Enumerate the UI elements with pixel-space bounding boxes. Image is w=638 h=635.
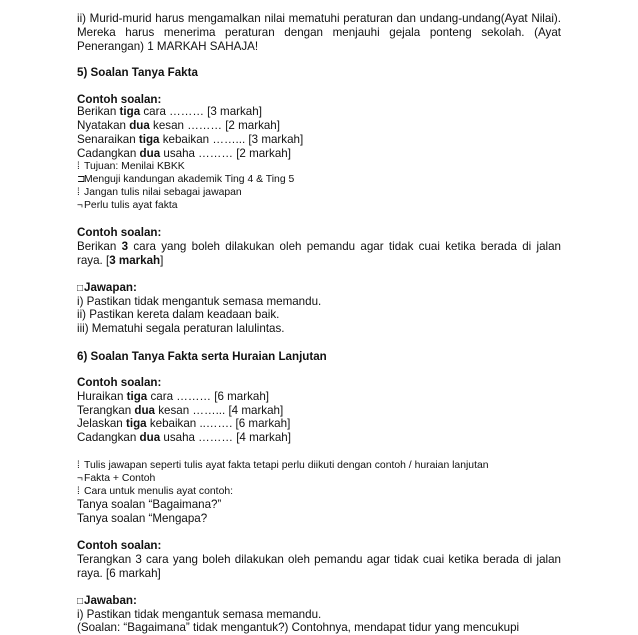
intro-line-2: Nilai). Mereka harus menerima peraturan dengan menjauhi gejala ponteng sekolah. (Ayat <box>77 12 561 39</box>
bullet-icon: ⁞ <box>77 460 80 471</box>
checkbox-icon: □ <box>77 596 84 607</box>
section-5-note-2: ⊐Menguji kandungan akademik Ting 4 & Ting 5 <box>77 174 295 185</box>
section-5-note-3: ⁞ Jangan tulis nilai sebagai jawapan <box>77 187 242 198</box>
intro-paragraph <box>77 12 561 54</box>
section-6-note-3: ⁞ Cara untuk menulis ayat contoh: <box>77 486 234 497</box>
section-6-sample-line-1: Tanya soalan “Bagaimana?” <box>77 498 222 511</box>
bullet-icon: ⁞ <box>77 161 80 172</box>
section-5-contoh2-label: Contoh soalan: <box>77 226 162 239</box>
intro-line-1: ii) Murid-murid harus mengamalkan nilai mematuhi peraturan dan undang-undang(Ayat <box>77 12 528 25</box>
section-6-contoh2-label: Contoh soalan: <box>77 539 162 552</box>
section-6-note-2: ¬Fakta + Contoh <box>77 473 156 484</box>
section-6-heading: 6) Soalan Tanya Fakta serta Huraian Lanjutan <box>77 350 327 363</box>
section-5-note-4: ¬Perlu tulis ayat fakta <box>77 200 178 211</box>
section-6-answer-2-partial: (Soalan: “Bagaimana” tidak mengantuk?) Contohnya, mendapat tidur yang mencukupi <box>77 621 520 634</box>
bullet-icon: ¬ <box>77 200 83 211</box>
bullet-icon: ⊐ <box>77 174 86 185</box>
section-5-contoh-label: Contoh soalan: <box>77 93 162 106</box>
section-5-answer-1: i) Pastikan tidak mengantuk semasa memandu. <box>77 295 322 308</box>
bullet-icon: ¬ <box>77 473 83 484</box>
section-5-answer-label: □Jawapan: <box>77 281 137 294</box>
bullet-icon: ⁞ <box>77 486 80 497</box>
section-6-answer-1: i) Pastikan tidak mengantuk semasa memandu. <box>77 608 322 621</box>
section-5-example-1: Berikan tiga cara ……… [3 markah] <box>77 105 262 118</box>
section-5-answer-2: ii) Pastikan kereta dalam keadaan baik. <box>77 308 280 321</box>
section-6-example-3: Jelaskan tiga kebaikan ..……. [6 markah] <box>77 417 291 430</box>
section-6-note-1: ⁞ Tulis jawapan seperti tulis ayat fakta tetapi perlu diikuti dengan contoh / huraian lanjutan <box>77 460 489 471</box>
section-5-answer-3: iii) Mematuhi segala peraturan lalulintas. <box>77 322 285 335</box>
intro-line-3: Penerangan) 1 MARKAH SAHAJA! <box>77 40 259 53</box>
checkbox-icon: □ <box>77 283 84 294</box>
section-5-example-4: Cadangkan dua usaha ……… [2 markah] <box>77 147 291 160</box>
section-5-heading: 5) Soalan Tanya Fakta <box>77 66 198 79</box>
section-5-example-2: Nyatakan dua kesan ……… [2 markah] <box>77 119 280 132</box>
section-6-sample-line-2: Tanya soalan “Mengapa? <box>77 512 208 525</box>
section-5-question: Berikan 3 cara yang boleh dilakukan oleh pemandu agar tidak cuai ketika berada di jalan raya. [3 markah] <box>77 240 562 267</box>
section-6-example-1: Huraikan tiga cara ……… [6 markah] <box>77 390 270 403</box>
section-5-note-1: ⁞ Tujuan: Menilai KBKK <box>77 161 185 172</box>
section-6-example-2: Terangkan dua kesan ……... [4 markah] <box>77 404 284 417</box>
bullet-icon: ⁞ <box>77 187 80 198</box>
section-6-answer-label: □Jawaban: <box>77 594 137 607</box>
section-6-contoh-label: Contoh soalan: <box>77 376 162 389</box>
section-5-example-3: Senaraikan tiga kebaikan ……... [3 markah] <box>77 133 304 146</box>
section-6-question: Terangkan 3 cara yang boleh dilakukan oleh pemandu agar tidak cuai ketika berada di jalan raya. [6 markah] <box>77 553 561 580</box>
section-6-example-4: Cadangkan dua usaha ……… [4 markah] <box>77 431 291 444</box>
